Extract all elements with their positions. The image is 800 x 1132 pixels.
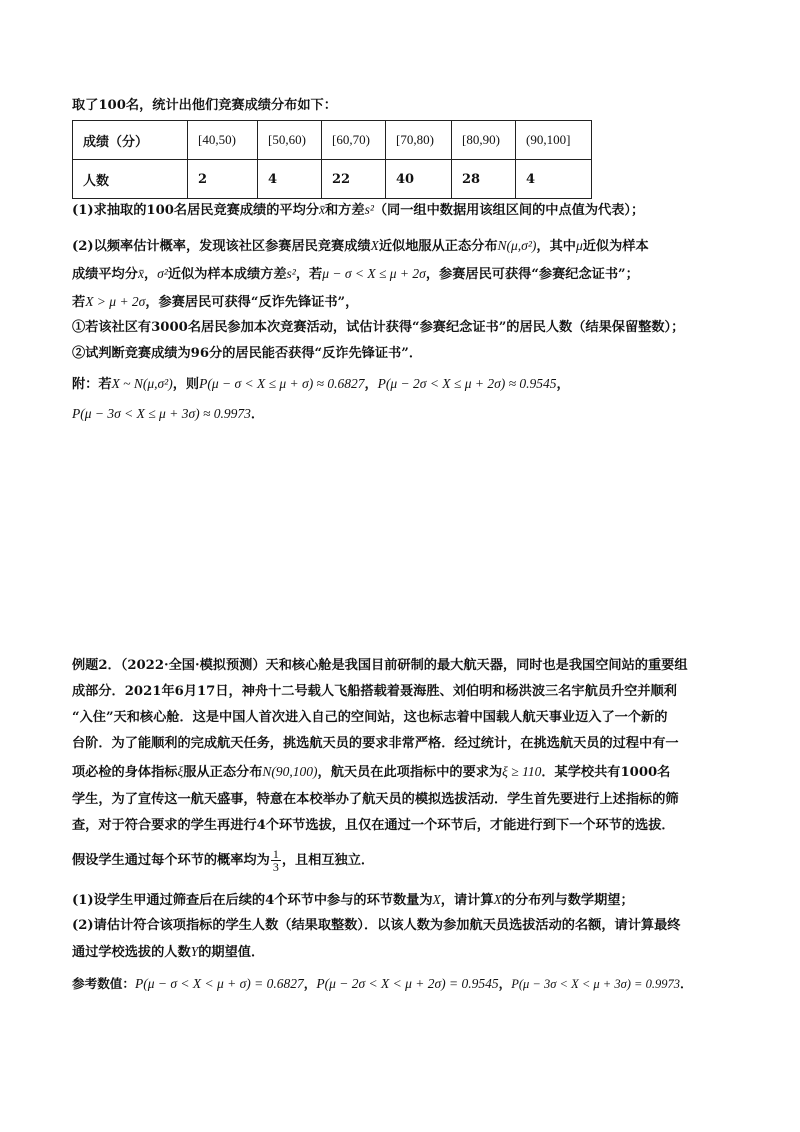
text-run: 服从正态分布 <box>183 765 263 780</box>
ex2-line-2: 成部分．2021年6月17日，神舟十二号载人飞船搭载着聂海胜、刘伯明和杨洪波三名宇航员升空并顺利 <box>72 684 677 699</box>
math-run: P(μ − 2σ < X < μ + 2σ) = 0.9545 <box>316 976 499 991</box>
text-run: ，请计算 <box>440 893 494 908</box>
math-run: X > μ + 2σ <box>85 294 146 309</box>
text-run: （同一组中数据用该组区间的中点值为代表）； <box>373 203 645 218</box>
ex2-line-1: 例题2．（2022·全国·模拟预测）天和核心舱是我国目前研制的最大航天器，同时也是我国空间站的重要组 <box>72 658 688 673</box>
text-run: 附：若 <box>72 377 112 392</box>
math-run: x̄ <box>137 266 144 281</box>
ex2-line-3: “入住”天和核心舱．这是中国人首次进入自己的空间站，这也标志着中国载人航天事业迈入了一个新的 <box>72 710 668 725</box>
math-run: X <box>370 238 379 253</box>
text-run: 的期望值． <box>198 945 265 960</box>
math-run: P(μ − 3σ < X < μ + 3σ) = 0.9973 <box>511 977 680 991</box>
math-run: x̄ <box>319 202 325 217</box>
table-row <box>73 160 592 199</box>
text-run: 近似为样本 <box>582 239 649 254</box>
table-cell: 28 <box>452 160 516 199</box>
math-run: s² <box>364 202 374 217</box>
text-run: (2)以频率估计概率，发现该社区参赛居民竞赛成绩 <box>72 239 371 254</box>
text-run: ，且相互独立． <box>281 853 375 868</box>
text-run: 近似地服从正态分布 <box>378 239 498 254</box>
text-run: ，航天员在此项指标中的要求为 <box>317 765 503 780</box>
text-run: ，若 <box>295 267 323 282</box>
text-run: 和方差 <box>325 203 365 218</box>
text-run: 假设学生通过每个环节的概率均为 <box>72 853 270 868</box>
math-run: P(μ − σ < X ≤ μ + σ) ≈ 0.6827 <box>199 376 365 391</box>
text-run: 成绩平均分 <box>72 267 138 282</box>
ex1-question-2-part-1: ①若该社区有3000名居民参加本次竞赛活动，试估计获得“参赛纪念证书”的居民人数（结果保留整数）； <box>72 320 685 335</box>
text-run: ． <box>680 976 693 991</box>
text-run: ， <box>364 377 378 392</box>
table-cell: [80,90) <box>452 121 516 160</box>
ex2-question-2: (2)请估计符合该项指标的学生人数（结果取整数）．以该人数为参加航天员选拔活动的名额，请计算最终 <box>72 918 681 933</box>
table-cell: [60,70) <box>322 121 386 160</box>
ex2-question-2-cont <box>72 942 264 963</box>
text-run: (1)求抽取的100名居民竞赛成绩的平均分 <box>72 203 319 218</box>
intro-text: 取了100名，统计出他们竞赛成绩分布如下： <box>72 98 337 113</box>
fraction-one-third <box>271 848 281 873</box>
math-run: μ <box>575 238 583 253</box>
table-cell: 4 <box>516 160 592 199</box>
math-run: P(μ − 2σ < X ≤ μ + 2σ) ≈ 0.9545 <box>377 376 557 391</box>
math-run: N(μ,σ²) <box>497 238 537 253</box>
text-run: ，则 <box>172 377 200 392</box>
score-distribution-table <box>72 120 592 199</box>
math-run: X ~ N(μ,σ²) <box>111 376 173 391</box>
math-run: μ − σ < X ≤ μ + 2σ <box>322 266 426 281</box>
text-run: 通过学校选拔的人数 <box>72 945 191 960</box>
math-run: P(μ − σ < X < μ + σ) = 0.6827 <box>134 976 304 991</box>
table-cell: 40 <box>386 160 452 199</box>
text-run: ，参赛居民可获得“参赛纪念证书”； <box>425 267 639 282</box>
fraction-numerator: 1 <box>272 847 279 861</box>
text-run: 的分布列与数学期望； <box>501 893 634 908</box>
ex2-reference-values <box>72 974 693 994</box>
ex1-question-2-line-3 <box>72 292 358 313</box>
ex2-line-8 <box>72 848 374 873</box>
ex2-line-7: 查，对于符合要求的学生再进行4个环节选拔，且仅在通过一个环节后，才能进行到下一个环节的选拔． <box>72 818 675 833</box>
table-header-count: 人数 <box>73 160 188 199</box>
text-run: ， <box>498 976 512 991</box>
ex2-question-1 <box>72 890 634 911</box>
text-run: ，参赛居民可获得“反诈先锋证书”， <box>145 295 359 310</box>
math-run: P(μ − 3σ < X ≤ μ + 3σ) ≈ 0.9973 <box>72 406 251 421</box>
math-run: ξ <box>177 764 184 779</box>
table-cell: [50,60) <box>258 121 322 160</box>
ex2-line-5 <box>72 762 670 783</box>
table-cell: 4 <box>258 160 322 199</box>
text-run: ， <box>303 976 317 991</box>
math-run: X <box>432 892 441 907</box>
math-run: X <box>493 892 502 907</box>
text-run: ， <box>143 267 158 282</box>
fraction-denominator: 3 <box>272 860 279 874</box>
ex1-question-2-line-1 <box>72 236 649 257</box>
table-cell: [70,80) <box>386 121 452 160</box>
text-run: ． <box>250 407 265 422</box>
text-run: ．某学校共有1000名 <box>541 765 671 780</box>
table-cell: 2 <box>188 160 258 199</box>
math-run: Y <box>190 944 199 959</box>
ex1-question-2-line-2 <box>72 264 639 285</box>
text-run: (1)设学生甲通过筛查后在后续的4个环节中参与的环节数量为 <box>72 893 433 908</box>
ex1-reference-line-1 <box>72 374 570 395</box>
text-run: ， <box>556 377 570 392</box>
math-run: σ² <box>157 266 168 281</box>
table-cell: 22 <box>322 160 386 199</box>
table-header-score: 成绩（分） <box>73 121 188 160</box>
ex1-question-2-part-2: ②试判断竞赛成绩为96分的居民能否获得“反诈先锋证书”． <box>72 346 423 361</box>
ex1-question-1 <box>72 200 644 221</box>
table-cell: (90,100] <box>516 121 592 160</box>
ex2-line-4: 台阶．为了能顺利的完成航天任务，挑选航天员的要求非常严格．经过统计，在挑选航天员的过程中有一 <box>72 736 679 751</box>
text-run: 项必检的身体指标 <box>72 765 178 780</box>
text-run: 近似为样本成绩方差 <box>167 267 287 282</box>
math-run: ξ ≥ 110 <box>502 764 542 779</box>
math-run: N(90,100) <box>262 764 318 779</box>
ex1-reference-line-2 <box>72 404 264 425</box>
table-row <box>73 121 592 160</box>
text-run: ，其中 <box>536 239 576 254</box>
table-cell: [40,50) <box>188 121 258 160</box>
math-run: s² <box>286 266 296 281</box>
ex2-line-6: 学生，为了宣传这一航天盛事，特意在本校举办了航天员的模拟选拔活动．学生首先要进行上述指标的筛 <box>72 792 679 807</box>
text-run: 若 <box>72 295 86 310</box>
text-run: 参考数值： <box>72 976 135 991</box>
